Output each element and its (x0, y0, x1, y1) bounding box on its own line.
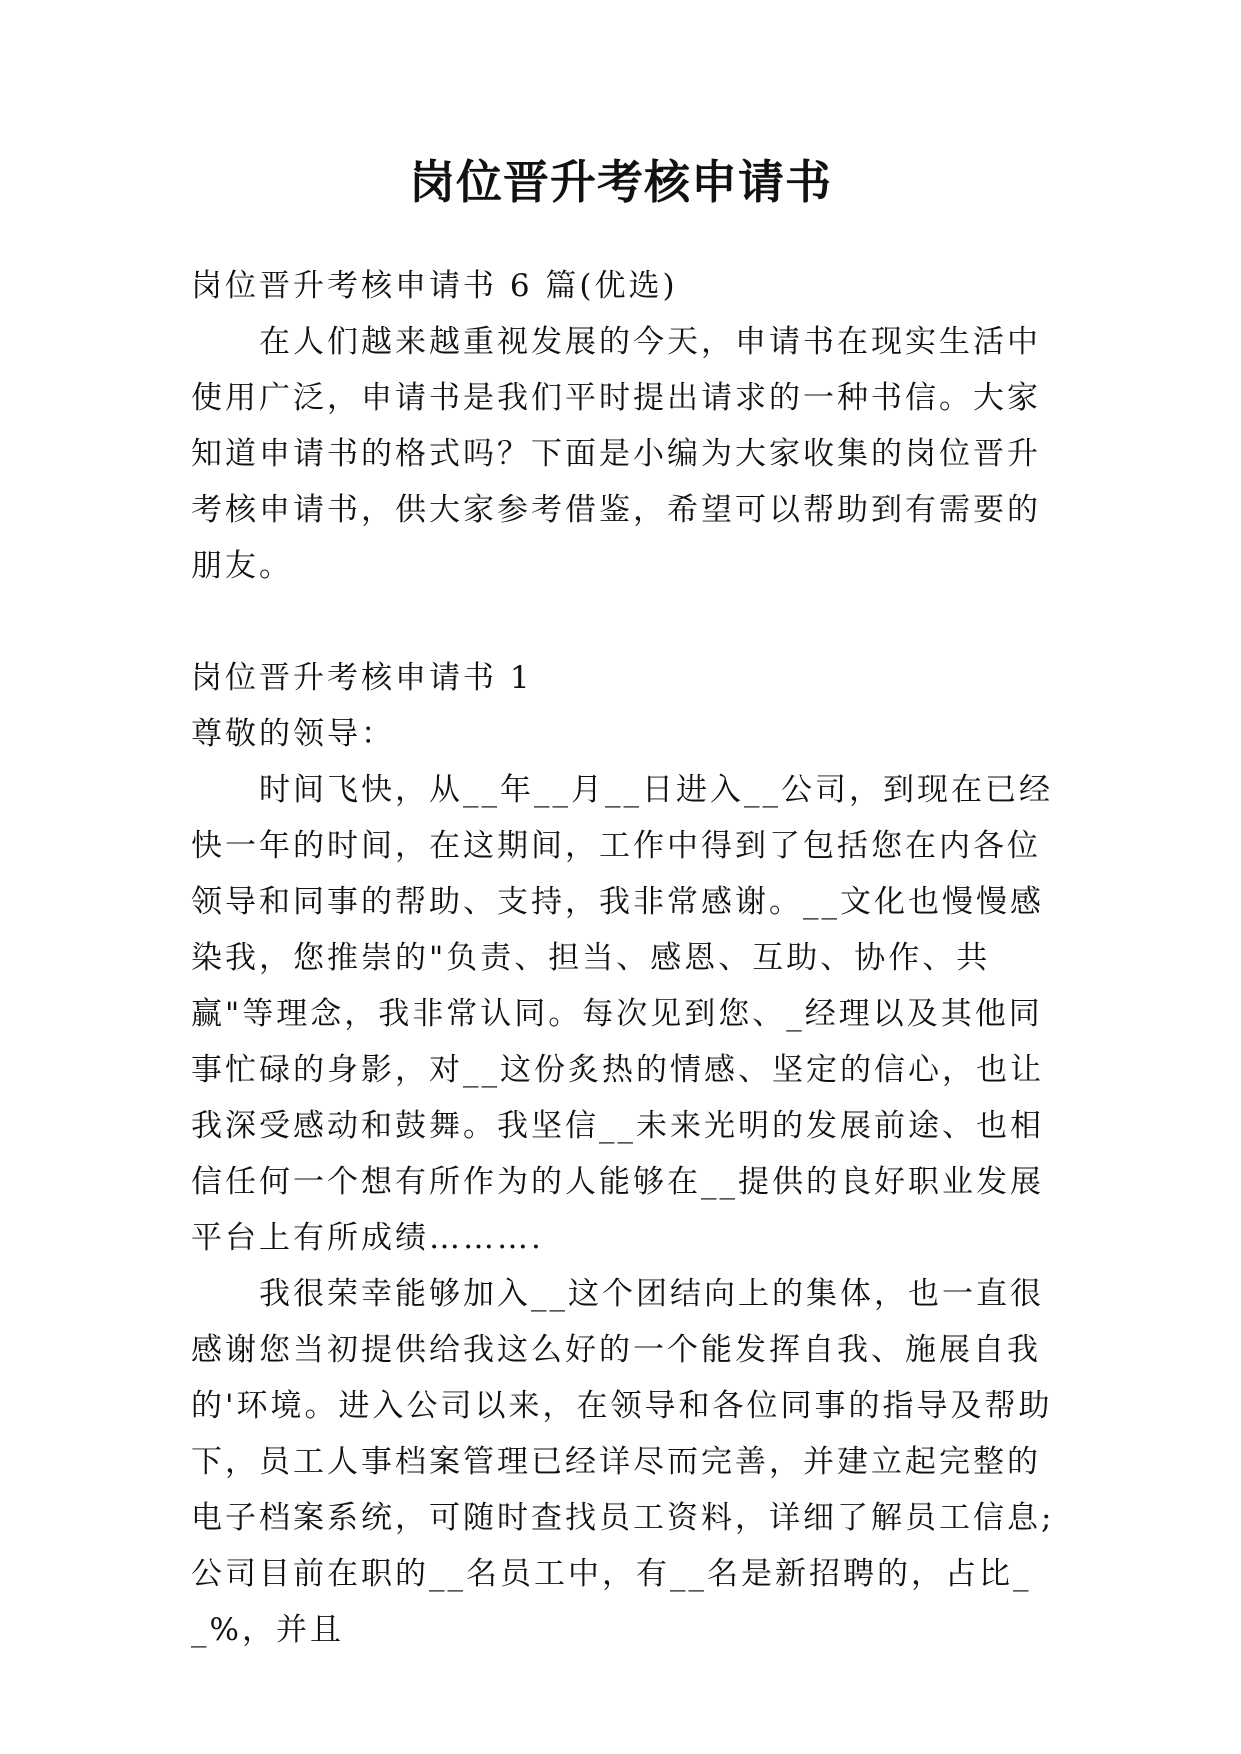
paragraph-gap (191, 594, 1061, 650)
body-paragraph: 时间飞快，从__年__月__日进入__公司，到现在已经快一年的时间，在这期间，工作中得到了包括您在内各位领导和同事的帮助、支持，我非常感谢。__文化也慢慢感染我，您推崇的"负责、担当、感恩、互助、协作、共赢"等理念，我非常认同。每次见到您、_经理以及其他同事忙碌的身影，对__这份炙热的情感、坚定的信心，也让我深受感动和鼓舞。我坚信__未来光明的发展前途、也相信任何一个想有所作为的人能够在__提供的良好职业发展平台上有所成绩………. (191, 772, 1053, 1256)
document-subtitle: 岗位晋升考核申请书 6 篇(优选) (191, 268, 678, 304)
document-body (191, 258, 1061, 1658)
section-heading: 岗位晋升考核申请书 1 (191, 660, 533, 696)
body-paragraph: 我很荣幸能够加入__这个团结向上的集体，也一直很感谢您当初提供给我这么好的一个能发挥自我、施展自我的'环境。进入公司以来，在领导和各位同事的指导及帮助下，员工人事档案管理已经详尽而完善，并建立起完整的电子档案系统，可随时查找员工资料，详细了解员工信息;公司目前在职的__名员工中，有__名是新招聘的，占比__%，并且 (191, 1276, 1055, 1648)
salutation: 尊敬的领导： (191, 716, 395, 752)
intro-paragraph: 在人们越来越重视发展的今天，申请书在现实生活中使用广泛，申请书是我们平时提出请求的一种书信。大家知道申请书的格式吗？下面是小编为大家收集的岗位晋升考核申请书，供大家参考借鉴，希望可以帮助到有需要的朋友。 (191, 324, 1041, 584)
document-title: 岗位晋升考核申请书 (409, 155, 832, 209)
